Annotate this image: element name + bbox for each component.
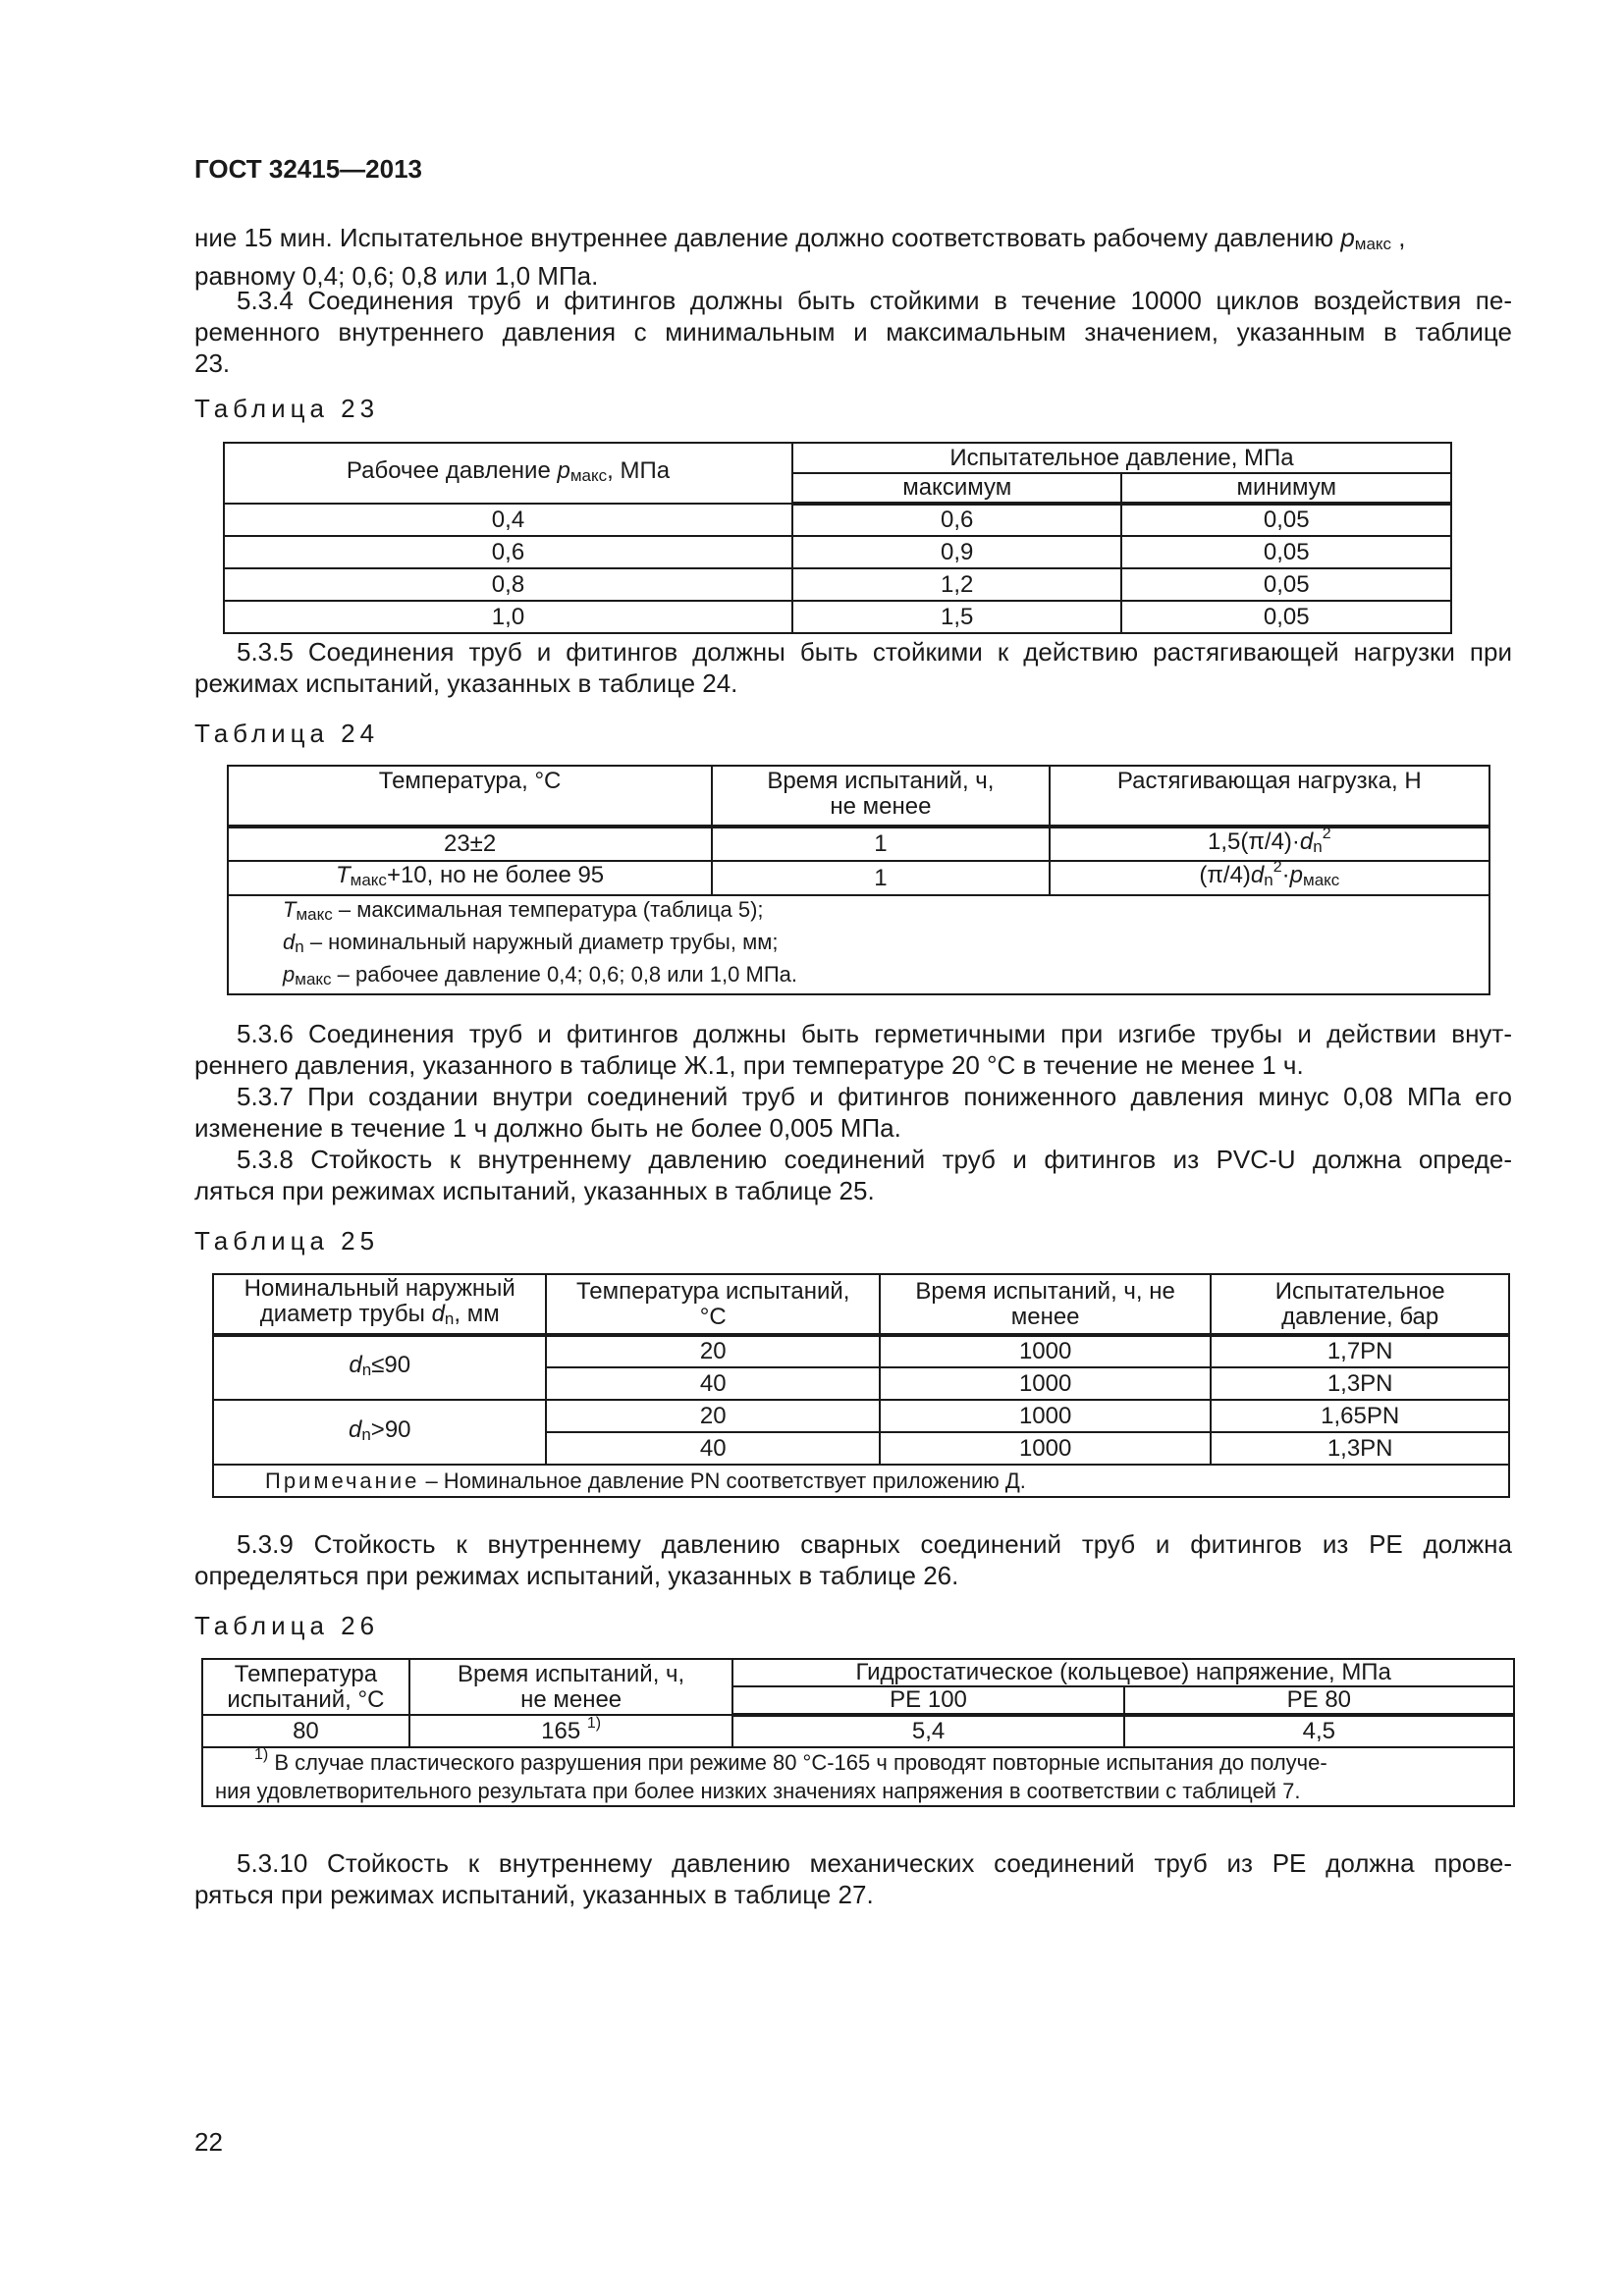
paragraph-line: ременного внутреннего давления с минимальным и максимальным значением, указанным в таблице (194, 317, 1512, 347)
table-footnote-row (202, 1747, 1514, 1806)
header-cell: Рабочее давление $р_{макс}$, МПа (224, 443, 792, 504)
table-cell: 1000 (880, 1400, 1211, 1432)
table-row (213, 1400, 1509, 1432)
note-line: $Т_{макс}$ – максимальная температура (таблица 5); (283, 897, 764, 924)
header-cell: Растягивающая нагрузка, Н (1050, 766, 1489, 827)
table-footnote-cell (202, 1747, 1514, 1806)
document-header: ГОСТ 32415—2013 (194, 154, 422, 184)
footnote-line: $^{1)}$ В случае пластического разрушения при режиме 80 °С-165 ч проводят повторные испытания до получе- (254, 1746, 1327, 1775)
table-cell: 20 (546, 1335, 879, 1367)
paragraph-line: 5.3.5 Соединения труб и фитингов должны быть стойкими к действию растягивающей нагрузки при (237, 637, 1512, 667)
header-cell: максимум (792, 473, 1122, 504)
table-cell: 40 (546, 1432, 879, 1465)
header-cell (880, 1274, 1211, 1335)
table-24-caption: Таблица 24 (194, 719, 380, 748)
header-line: менее (1010, 1303, 1080, 1330)
table-cell: 4,5 (1124, 1715, 1514, 1747)
paragraph-5-3-7 (194, 1081, 1512, 1144)
header-line: Время испытаний, ч, (767, 768, 995, 794)
table-note-cell (213, 1465, 1509, 1497)
table-header-row (224, 443, 1451, 473)
paragraph-line: равному 0,4; 0,6; 0,8 или 1,0 МПа. (194, 261, 599, 291)
paragraph-5-3-10 (194, 1847, 1512, 1910)
table-cell: $1,5(\pi/4)\cdot d_n^2$ (1050, 827, 1489, 861)
table-cell: 1 (712, 827, 1049, 861)
note-line: $d_n$ – номинальный наружный диаметр трубы, мм; (283, 930, 779, 956)
table-25 (212, 1273, 1510, 1498)
footnote-line: ния удовлетворительного результата при более низких значениях напряжения в соответствии с таблицей 7. (215, 1779, 1301, 1803)
header-cell: PE 80 (1124, 1686, 1514, 1715)
header-cell: Испытательное давление, МПа (792, 443, 1451, 473)
paragraph-line: 5.3.4 Соединения труб и фитингов должны быть стойкими в течение 10000 циклов воздействия пе- (237, 286, 1512, 315)
table-header-row (213, 1274, 1509, 1335)
header-cell (1211, 1274, 1509, 1335)
table-cell: $Т_{макс}+10$, но не более 95 (228, 861, 712, 895)
paragraph-continuation (194, 222, 1512, 292)
paragraph-5-3-5 (194, 636, 1512, 699)
header-cell: Температура, °С (228, 766, 712, 827)
table-row (224, 568, 1451, 601)
note-line: $р_{макс}$ – рабочее давление 0,4; 0,6; 0,8 или 1,0 МПа. (283, 962, 797, 988)
table-23 (223, 442, 1452, 634)
table-header-row (202, 1659, 1514, 1686)
paragraph-5-3-6 (194, 1018, 1512, 1081)
table-cell: 1,3PN (1211, 1432, 1509, 1465)
header-cell (546, 1274, 879, 1335)
paragraph-line: реннего давления, указанного в таблице Ж.1, при температуре 20 °С в течение не менее 1 ч. (194, 1050, 1304, 1080)
table-cell: $(\pi/4)d_n^2\cdot р_{макс}$ (1050, 861, 1489, 895)
paragraph-line: 5.3.7 При создании внутри соединений труб и фитингов пониженного давления минус 0,08 МПа его (237, 1082, 1512, 1111)
table-row (213, 1335, 1509, 1367)
paragraph-line: 5.3.10 Стойкость к внутреннему давлению механических соединений труб из PE должна прове- (237, 1848, 1512, 1878)
header-line: Температура (234, 1660, 378, 1687)
table-26 (201, 1658, 1515, 1807)
paragraph-line: ряться при режимах испытаний, указанных в таблице 27. (194, 1880, 874, 1909)
table-cell: 5,4 (732, 1715, 1123, 1747)
header-cell: минимум (1121, 473, 1451, 504)
paragraph-line: ние 15 мин. Испытательное внутреннее давление должно соответствовать рабочему давлению $р_{макс}$ , (194, 223, 1406, 253)
table-cell: 1 (712, 861, 1049, 895)
table-cell: 1,65PN (1211, 1400, 1509, 1432)
page-number: 22 (194, 2127, 223, 2157)
table-row (228, 861, 1489, 895)
table-cell: 1,3PN (1211, 1367, 1509, 1400)
header-cell: Гидростатическое (кольцевое) напряжение, МПа (732, 1659, 1514, 1686)
header-cell: Номинальный наружный диаметр трубы $d_n$, мм (213, 1274, 546, 1335)
table-cell: $d_n\le 90$ (213, 1335, 546, 1400)
header-line: не менее (830, 793, 932, 820)
paragraph-line: 5.3.6 Соединения труб и фитингов должны быть герметичными при изгибе трубы и действии внут- (237, 1019, 1512, 1048)
paragraph-line: определяться при режимах испытаний, указанных в таблице 26. (194, 1561, 959, 1590)
paragraph-line: ляться при режимах испытаний, указанных в таблице 25. (194, 1176, 875, 1205)
note-label: Примечание (265, 1468, 420, 1493)
table-cell: $d_n>90$ (213, 1400, 546, 1465)
table-cell: 1,0 (224, 601, 792, 633)
table-cell: 1000 (880, 1432, 1211, 1465)
header-cell (712, 766, 1049, 827)
table-row (224, 536, 1451, 568)
table-cell: 165 $^{1)}$ (409, 1715, 733, 1747)
table-cell: 0,9 (792, 536, 1122, 568)
table-cell: 0,05 (1121, 536, 1451, 568)
table-cell: 0,05 (1121, 504, 1451, 536)
header-line: не менее (520, 1685, 623, 1713)
table-cell: 0,05 (1121, 568, 1451, 601)
table-cell: 0,4 (224, 504, 792, 536)
header-line: °С (699, 1303, 727, 1330)
table-cell: 1000 (880, 1367, 1211, 1400)
table-cell: 1,5 (792, 601, 1122, 633)
table-cell: 80 (202, 1715, 409, 1747)
header-line: Время испытаний, ч, не (915, 1277, 1175, 1305)
paragraph-5-3-8 (194, 1144, 1512, 1206)
table-cell: 1,2 (792, 568, 1122, 601)
table-24 (227, 765, 1490, 995)
paragraph-5-3-9 (194, 1528, 1512, 1591)
table-row (224, 504, 1451, 536)
header-line: испытаний, °С (227, 1685, 385, 1713)
note-text: – Номинальное давление PN соответствует приложению Д. (419, 1468, 1026, 1493)
table-notes-cell (228, 895, 1489, 994)
header-line: Испытательное (1274, 1277, 1445, 1305)
table-cell: 1,7PN (1211, 1335, 1509, 1367)
table-cell: 0,6 (224, 536, 792, 568)
header-line: Время испытаний, ч, (458, 1660, 685, 1687)
paragraph-5-3-4 (194, 285, 1512, 379)
table-row (202, 1715, 1514, 1747)
table-notes-row (228, 895, 1489, 994)
header-cell (202, 1659, 409, 1715)
table-row (224, 601, 1451, 633)
table-row (228, 827, 1489, 861)
table-cell: 40 (546, 1367, 879, 1400)
table-cell: 1000 (880, 1335, 1211, 1367)
table-26-caption: Таблица 26 (194, 1611, 380, 1640)
paragraph-line: 23. (194, 348, 231, 378)
table-cell: 0,6 (792, 504, 1122, 536)
paragraph-line: 5.3.9 Стойкость к внутреннему давлению сварных соединений труб и фитингов из PE должна (237, 1529, 1512, 1559)
table-23-caption: Таблица 23 (194, 394, 380, 423)
paragraph-line: 5.3.8 Стойкость к внутреннему давлению соединений труб и фитингов из PVC-U должна опреде- (237, 1145, 1512, 1174)
header-line: Температура испытаний, (575, 1277, 850, 1305)
paragraph-line: режимах испытаний, указанных в таблице 24. (194, 668, 738, 698)
header-cell (409, 1659, 733, 1715)
table-cell: 23±2 (228, 827, 712, 861)
table-cell: 0,05 (1121, 601, 1451, 633)
table-note-row (213, 1465, 1509, 1497)
table-cell: 20 (546, 1400, 879, 1432)
table-25-caption: Таблица 25 (194, 1226, 380, 1255)
header-cell: PE 100 (732, 1686, 1123, 1715)
table-header-row (228, 766, 1489, 827)
header-line: давление, бар (1281, 1303, 1439, 1330)
table-cell: 0,8 (224, 568, 792, 601)
paragraph-line: изменение в течение 1 ч должно быть не более 0,005 МПа. (194, 1113, 901, 1143)
